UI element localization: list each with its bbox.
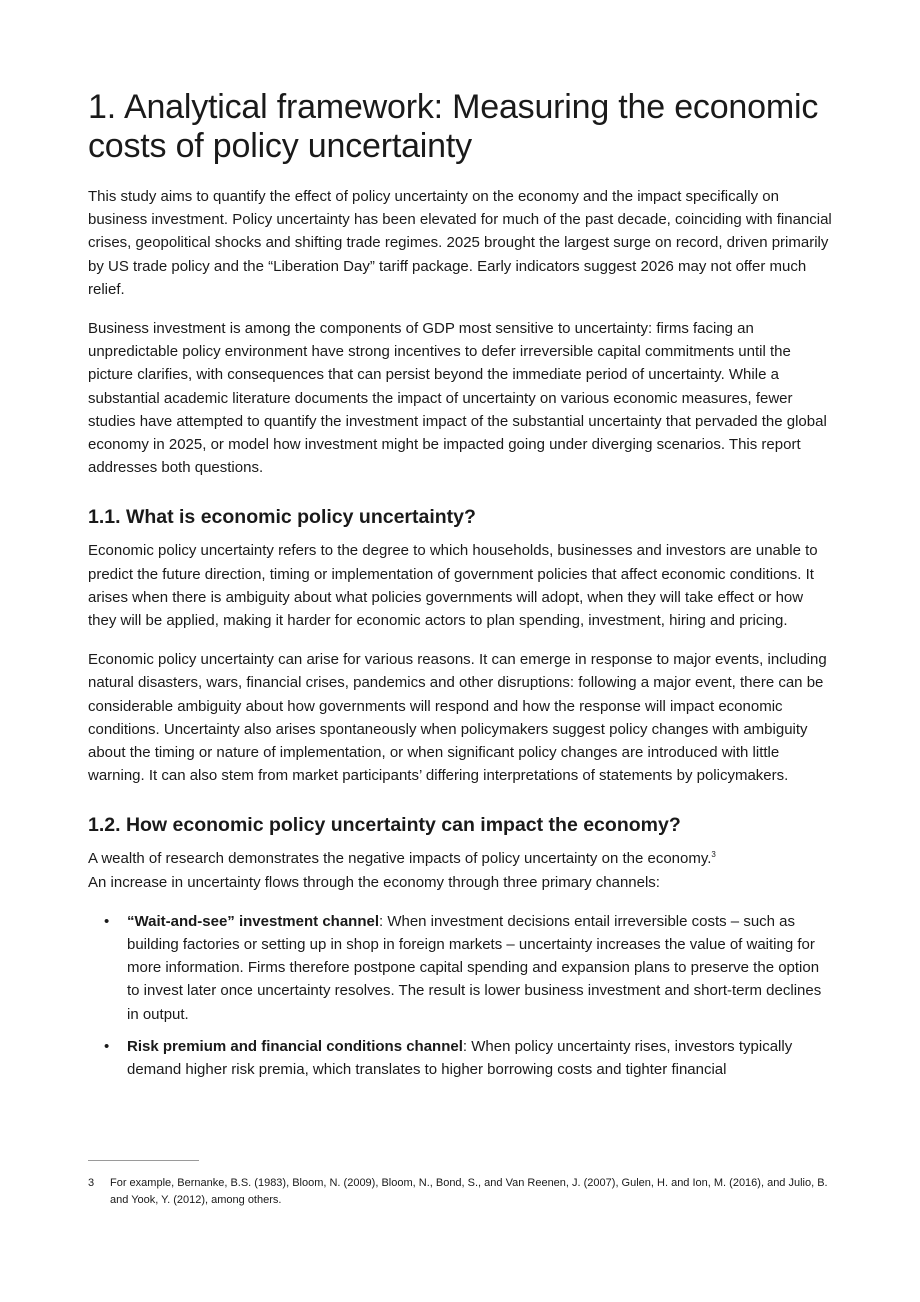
section-1-2-lead-text-2: An increase in uncertainty flows through the economy through three primary channels: <box>88 873 660 891</box>
chapter-heading <box>88 88 834 166</box>
footnote-text: For example, Bernanke, B.S. (1983), Bloom, N. (2009), Bloom, N., Bond, S., and Van Reenen, J. (2007), Gulen, H. and Ion, M. (2016), and Julio, B. and Yook, Y. (2012), among others. <box>110 1177 828 1206</box>
channel-title: “Wait-and-see” investment channel <box>127 912 379 930</box>
channel-description: : When investment decisions entail irreversible costs – such as building factories or setting up in shop in foreign markets – uncertainty increases the value of waiting for more information. Firms therefore postpone capital spending and expansion plans to preserve the option to invest later once uncertainty resolves. The result is lower business investment and short-term declines in output. <box>127 912 822 1023</box>
chapter-title: Analytical framework: Measuring the economic costs of policy uncertainty <box>88 88 819 165</box>
channel-list <box>88 910 834 1081</box>
bullet-icon: • <box>104 1037 110 1055</box>
channel-title: Risk premium and financial conditions channel <box>127 1037 463 1055</box>
list-item <box>88 910 834 1026</box>
section-1-2-heading: 1.2. How economic policy uncertainty can impact the economy? <box>88 814 681 837</box>
bullet-icon: • <box>104 912 110 930</box>
footnote-number: 3 <box>88 1177 95 1189</box>
footnote-reference[interactable]: 3 <box>711 850 716 860</box>
footnote <box>88 1175 834 1209</box>
section-1-2-lead-text: A wealth of research demonstrates the negative impacts of policy uncertainty on the economy. <box>88 850 712 868</box>
chapter-number: 1. <box>88 88 116 126</box>
list-item <box>88 1035 834 1081</box>
section-1-1-paragraph-1: Economic policy uncertainty refers to the degree to which households, businesses and investors are unable to predict the future direction, timing or implementation of government policies that affect economic conditions. It arises when there is ambiguity about what policies governments will adopt, when they will take effect or how they will be applied, making it harder for economic actors to plan spending, investment, hiring and pricing. <box>88 542 818 630</box>
footnote-divider <box>88 1160 199 1161</box>
section-1-1-heading: 1.1. What is economic policy uncertainty? <box>88 506 476 529</box>
intro-paragraph-2: Business investment is among the components of GDP most sensitive to uncertainty: firms facing an unpredictable policy environment have strong incentives to defer irreversible capital commitments until the picture clarifies, with consequences that can persist beyond the immediate period of uncertainty. While a substantial academic literature documents the impact of uncertainty on various economic measures, fewer studies have attempted to quantify the investment impact of the substantial uncertainty that pervaded the global economy in 2025, or model how investment might be impacted going under diverging scenarios. This report addresses both questions. <box>88 320 827 477</box>
section-1-1-paragraph-2: Economic policy uncertainty can arise for various reasons. It can emerge in response to major events, including natural disasters, wars, financial crises, pandemics and other disruptions: following a major event, there can be considerable ambiguity about how governments will respond and how the response will impact economic conditions. Uncertainty also arises spontaneously when policymakers suggest policy changes with ambiguity about the timing or nature of implementation, or when significant policy changes are introduced with little warning. It can also stem from market participants’ differing interpretations of statements by policymakers. <box>88 651 827 785</box>
section-1-2-lead <box>88 847 834 893</box>
intro-paragraph-1: This study aims to quantify the effect of policy uncertainty on the economy and the impact specifically on business investment. Policy uncertainty has been elevated for much of the past decade, coinciding with financial crises, geopolitical shocks and shifting trade regimes. 2025 brought the largest surge on record, driven primarily by US trade policy and the “Liberation Day” tariff package. Early indicators suggest 2026 may not offer much relief. <box>88 188 832 298</box>
document-page <box>88 88 834 1090</box>
channel-description: : When policy uncertainty rises, investors typically demand higher risk premia, which translates to higher borrowing costs and tighter financial <box>127 1037 793 1079</box>
